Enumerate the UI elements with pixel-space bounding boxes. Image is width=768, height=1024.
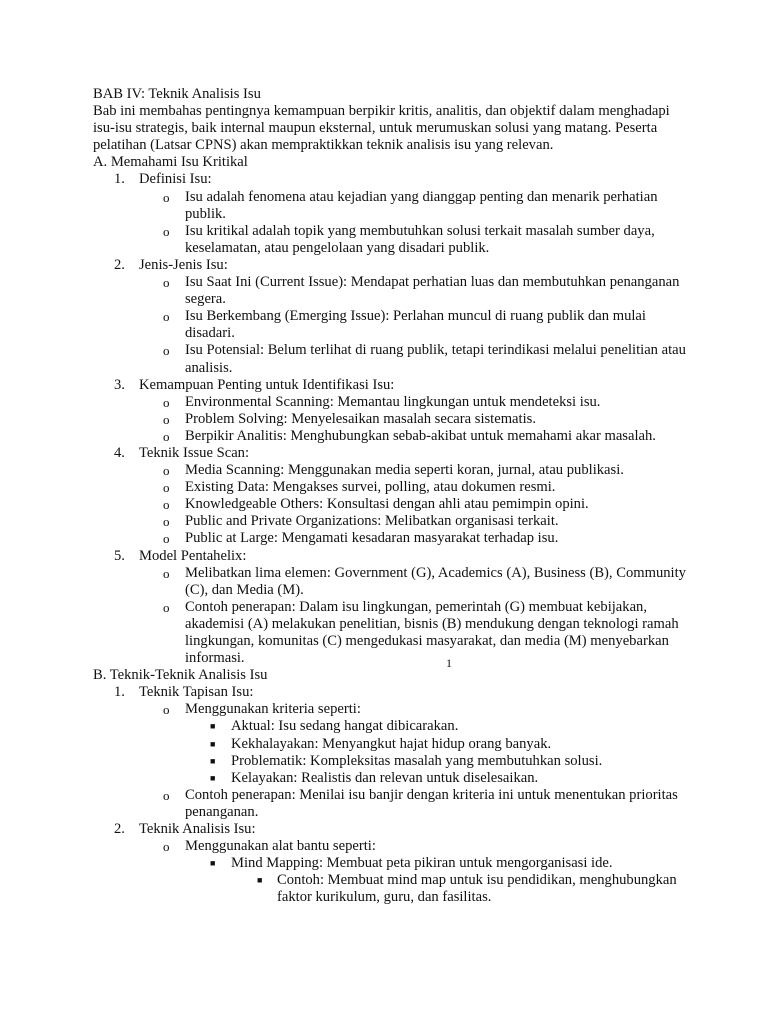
criteria-text: Kekhalayakan: Menyangkut hajat hidup orang banyak.: [231, 735, 552, 752]
criteria-item: [185, 753, 688, 770]
criteria-text: Problematik: Kompleksitas masalah yang membutuhkan solusi.: [231, 752, 603, 769]
sub-item-text: Contoh penerapan: Menilai isu banjir dengan kriteria ini untuk menentukan prioritas penanganan.: [185, 786, 678, 820]
tool-text: Mind Mapping: Membuat peta pikiran untuk mengorganisasi ide.: [231, 855, 613, 872]
sub-item: [139, 394, 688, 411]
item-label: Definisi Isu:: [139, 171, 212, 188]
list-item: [93, 377, 688, 445]
sub-item: [139, 599, 688, 667]
circle-bullet-icon: o: [163, 189, 170, 205]
sub-item-text: Environmental Scanning: Memantau lingkungan untuk mendeteksi isu.: [185, 393, 601, 410]
circle-bullet-icon: o: [163, 309, 170, 325]
item-number: 1.: [114, 171, 125, 188]
item-label: Model Pentahelix:: [139, 547, 247, 564]
sub-item: [139, 479, 688, 496]
sub-item: [139, 428, 688, 445]
circle-bullet-icon: o: [163, 463, 170, 479]
item-number: 3.: [114, 376, 125, 393]
sub-item-text: Isu Berkembang (Emerging Issue): Perlahan muncul di ruang publik dan mulai disadari.: [185, 308, 646, 342]
sub-item-text: Public at Large: Mengamati kesadaran masyarakat terhadap isu.: [185, 530, 559, 547]
circle-bullet-icon: o: [163, 839, 170, 855]
tool-item: [185, 855, 688, 906]
circle-bullet-icon: o: [163, 531, 170, 547]
square-bullet-icon: ■: [210, 755, 216, 766]
criteria-text: Kelayakan: Realistis dan relevan untuk diselesaikan.: [231, 769, 539, 786]
sub-item-text: Menggunakan alat bantu seperti:: [185, 838, 376, 855]
sub-item-text: Isu kritikal adalah topik yang membutuhkan solusi terkait masalah sumber daya, keselamatan, atau pengelolaan yang disadari publik.: [185, 222, 655, 256]
section-b-list: [93, 684, 688, 906]
item-number: 5.: [114, 547, 125, 564]
sub-item-text: Melibatkan lima elemen: Government (G), Academics (A), Business (B), Community (C), dan Media (M).: [185, 564, 686, 598]
circle-bullet-icon: o: [163, 599, 170, 615]
list-item: [93, 257, 688, 377]
item-label: Teknik Tapisan Isu:: [139, 684, 254, 701]
criteria-item: [185, 770, 688, 787]
sub-item: [139, 701, 688, 786]
sub-item: [139, 411, 688, 428]
list-item: [93, 684, 688, 821]
item-number: 2.: [114, 821, 125, 838]
chapter-title: BAB IV: Teknik Analisis Isu: [93, 86, 261, 102]
sub-item: [139, 496, 688, 513]
circle-bullet-icon: o: [163, 343, 170, 359]
sub-item: [139, 342, 688, 376]
item-label: Kemampuan Penting untuk Identifikasi Isu:: [139, 376, 395, 393]
page-number: 1: [446, 656, 452, 670]
circle-bullet-icon: o: [163, 702, 170, 718]
circle-bullet-icon: o: [163, 480, 170, 496]
sub-item: [139, 787, 688, 821]
sub-item-text: Contoh penerapan: Dalam isu lingkungan, pemerintah (G) membuat kebijakan, akademisi (A) melakukan penelitian, bisnis (B) mendukung dengan teknologi ramah lingkungan, komunitas (C) mengedukasi masyarakat, dan media (M) menyebarkan informasi.: [185, 598, 679, 667]
sub-item-text: Problem Solving: Menyelesaikan masalah secara sistematis.: [185, 410, 536, 427]
item-label: Teknik Analisis Isu:: [139, 821, 256, 838]
item-label: Teknik Issue Scan:: [139, 444, 250, 461]
sub-item: [139, 274, 688, 308]
square-bullet-icon: ■: [210, 738, 216, 749]
sub-item: [139, 565, 688, 599]
sub-item-text: Isu Saat Ini (Current Issue): Mendapat perhatian luas dan membutuhkan penanganan segera.: [185, 274, 680, 308]
example-item: [231, 872, 688, 906]
sub-item: [139, 838, 688, 906]
sub-item-text: Berpikir Analitis: Menghubungkan sebab-akibat untuk memahami akar masalah.: [185, 427, 656, 444]
section-a-list: [93, 171, 688, 667]
list-item: [93, 548, 688, 668]
circle-bullet-icon: o: [163, 411, 170, 427]
square-bullet-icon: ■: [210, 721, 216, 732]
item-number: 4.: [114, 444, 125, 461]
square-bullet-icon: ■: [257, 875, 263, 886]
sub-item-text: Public and Private Organizations: Melibatkan organisasi terkait.: [185, 513, 559, 530]
section-b-heading: B. Teknik-Teknik Analisis Isu: [93, 667, 268, 684]
circle-bullet-icon: o: [163, 223, 170, 239]
circle-bullet-icon: o: [163, 428, 170, 444]
sub-item-text: Menggunakan kriteria seperti:: [185, 701, 361, 718]
circle-bullet-icon: o: [163, 514, 170, 530]
circle-bullet-icon: o: [163, 787, 170, 803]
circle-bullet-icon: o: [163, 497, 170, 513]
sub-item: [139, 189, 688, 223]
sub-item-text: Isu Potensial: Belum terlihat di ruang publik, tetapi terindikasi melalui penelitian atau analisis.: [185, 342, 686, 376]
sub-item: [139, 513, 688, 530]
square-bullet-icon: ■: [210, 858, 216, 869]
sub-item-text: Media Scanning: Menggunakan media seperti koran, jurnal, atau publikasi.: [185, 462, 624, 479]
item-label: Jenis-Jenis Isu:: [139, 256, 228, 273]
criteria-text: Aktual: Isu sedang hangat dibicarakan.: [231, 718, 459, 735]
criteria-item: [185, 718, 688, 735]
example-text: Contoh: Membuat mind map untuk isu pendidikan, menghubungkan faktor kurikulum, guru, dan fasilitas.: [277, 872, 677, 906]
sub-item: [139, 462, 688, 479]
square-bullet-icon: ■: [210, 772, 216, 783]
circle-bullet-icon: o: [163, 565, 170, 581]
circle-bullet-icon: o: [163, 394, 170, 410]
sub-item-text: Knowledgeable Others: Konsultasi dengan ahli atau pemimpin opini.: [185, 496, 589, 513]
section-a-heading: A. Memahami Isu Kritikal: [93, 154, 248, 171]
list-item: [93, 445, 688, 548]
sub-item-text: Isu adalah fenomena atau kejadian yang dianggap penting dan menarik perhatian publik.: [185, 188, 658, 222]
item-number: 1.: [114, 684, 125, 701]
list-item: [93, 821, 688, 906]
sub-item-text: Existing Data: Mengakses survei, polling, atau dokumen resmi.: [185, 479, 556, 496]
sub-item: [139, 530, 688, 547]
sub-item: [139, 308, 688, 342]
sub-item: [139, 223, 688, 257]
intro-paragraph: Bab ini membahas pentingnya kemampuan berpikir kritis, analitis, dan objektif dalam menghadapi isu-isu strategis, baik internal maupun eksternal, untuk merumuskan solusi yang matang. Peserta pelatihan (Latsar CPNS) akan mempraktikkan teknik analisis isu yang relevan.: [93, 103, 670, 154]
list-item: [93, 171, 688, 256]
criteria-item: [185, 736, 688, 753]
item-number: 2.: [114, 256, 125, 273]
circle-bullet-icon: o: [163, 275, 170, 291]
